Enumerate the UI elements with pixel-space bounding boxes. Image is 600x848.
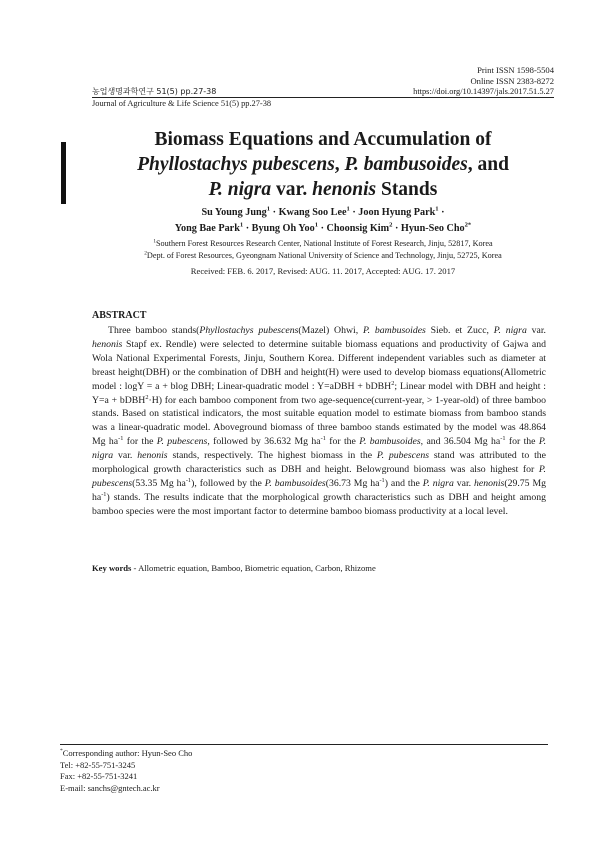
- affiliation-2: $^2$Dept. of Forest Resources, Gyeongnam National University of Science and Technology, Jinju, 52725, Korea: [144, 250, 502, 260]
- side-accent-bar: [61, 142, 66, 204]
- title-line-3: P. nigra var. henonis Stands: [208, 179, 438, 200]
- fax: Fax: +82-55-751-3241: [60, 771, 138, 781]
- footnote-rule: [60, 744, 548, 745]
- received-dates: Received: FEB. 6. 2017, Revised: AUG. 11. 2017, Accepted: AUG. 17. 2017: [190, 266, 456, 276]
- header-rule: [92, 97, 554, 98]
- corresponding-author: *Corresponding author: Hyun-Seo Cho: [60, 748, 193, 758]
- affiliation-1: $^1$Southern Forest Resources Research Center, National Institute of Forest Research, Jinju, 52817, Korea: [153, 238, 493, 248]
- email-link[interactable]: E-mail: sanchs@gntech.ac.kr: [60, 782, 160, 793]
- keywords-text: - Allometric equation, Bamboo, Biometric equation, Carbon, Rhizome: [131, 563, 376, 573]
- paper-title: [92, 127, 554, 202]
- online-issn: Online ISSN 2383-8272: [470, 76, 554, 86]
- title-line-1: Biomass Equations and Accumulation of: [154, 129, 492, 150]
- keywords-label: Key words: [92, 563, 132, 573]
- telephone: Tel: +82-55-751-3245: [60, 759, 136, 770]
- keywords: [92, 563, 546, 573]
- author-list: [92, 205, 554, 237]
- english-journal-citation: Journal of Agriculture & Life Science 51(5) pp.27-38: [92, 99, 272, 108]
- abstract-body: Three bamboo stands(Phyllostachys pubescens(Mazel) Ohwi, P. bambusoides Sieb. et Zucc, P. nigra var. henonis Stapf ex. Rendle) were selected to determine suitable biomass equations and productivity of Gajwa and Wola National Experimental Forests, Jinju, Southern Korea. Different independent variables such as diameter at breast height(DBH) or the combination of DBH and height(H) were used to develop biomass equations(Allometric model : logY = a + blog DBH; Linear-quadratic model : Y=aDBH + bDBH$^2$; Linear model with DBH and height : Y=a + bDBH$^2$·H) for each bamboo component from two age-sequence(current-year, > 1-year-old) of three bamboo stands. Based on statistical indicators, the most suitable equation model to estimate biomass from bamboo stands was a linear-quadratic model. Aboveground biomass of three bamboo stands estimated by the model was 48.864 Mg $ha^{-1}$ for the P. pubescens, followed by 36.632 Mg $ha^{-1}$ for the P. bambusoides, and 36.504 Mg $ha^{-1}$ for the P. nigra var. henonis stands, respectively. The highest biomass in the P. pubescens stand was attributed to the morphological growth characteristics such as DBH and height. Belowground biomass was also highest for P. pubescens(53.35 Mg $ha^{-1}$), followed by the P. bambusoides(36.73 Mg $ha^{-1}$) and the P. nigra var. henonis(29.75 Mg $ha^{-1}$) stands. The results indicate that the morphological growth characteristics such as DBH and height among bamboo species were the most important factor to determine bamboo biomass productivity at a local level.: [92, 325, 547, 517]
- korean-journal-citation: 농업생명과학연구 51(5) pp.27-38: [92, 87, 217, 96]
- author-line-1: Su Young Jung$^1$ · Kwang Soo Lee$^1$ · Joon Hyung Park$^1$ ·: [201, 205, 445, 218]
- doi-link[interactable]: https://doi.org/10.14397/jals.2017.51.5.27: [413, 87, 554, 96]
- footnote: [60, 748, 192, 794]
- title-line-2: Phyllostachys pubescens, P. bambusoides, and: [137, 154, 509, 175]
- abstract-heading: ABSTRACT: [92, 310, 147, 321]
- print-issn: Print ISSN 1598-5504: [477, 65, 554, 75]
- author-line-2: Yong Bae Park$^1$ · Byung Oh Yoo$^1$ · Choonsig Kim$^2$ · Hyun-Seo Cho$^{2*}$: [174, 221, 472, 234]
